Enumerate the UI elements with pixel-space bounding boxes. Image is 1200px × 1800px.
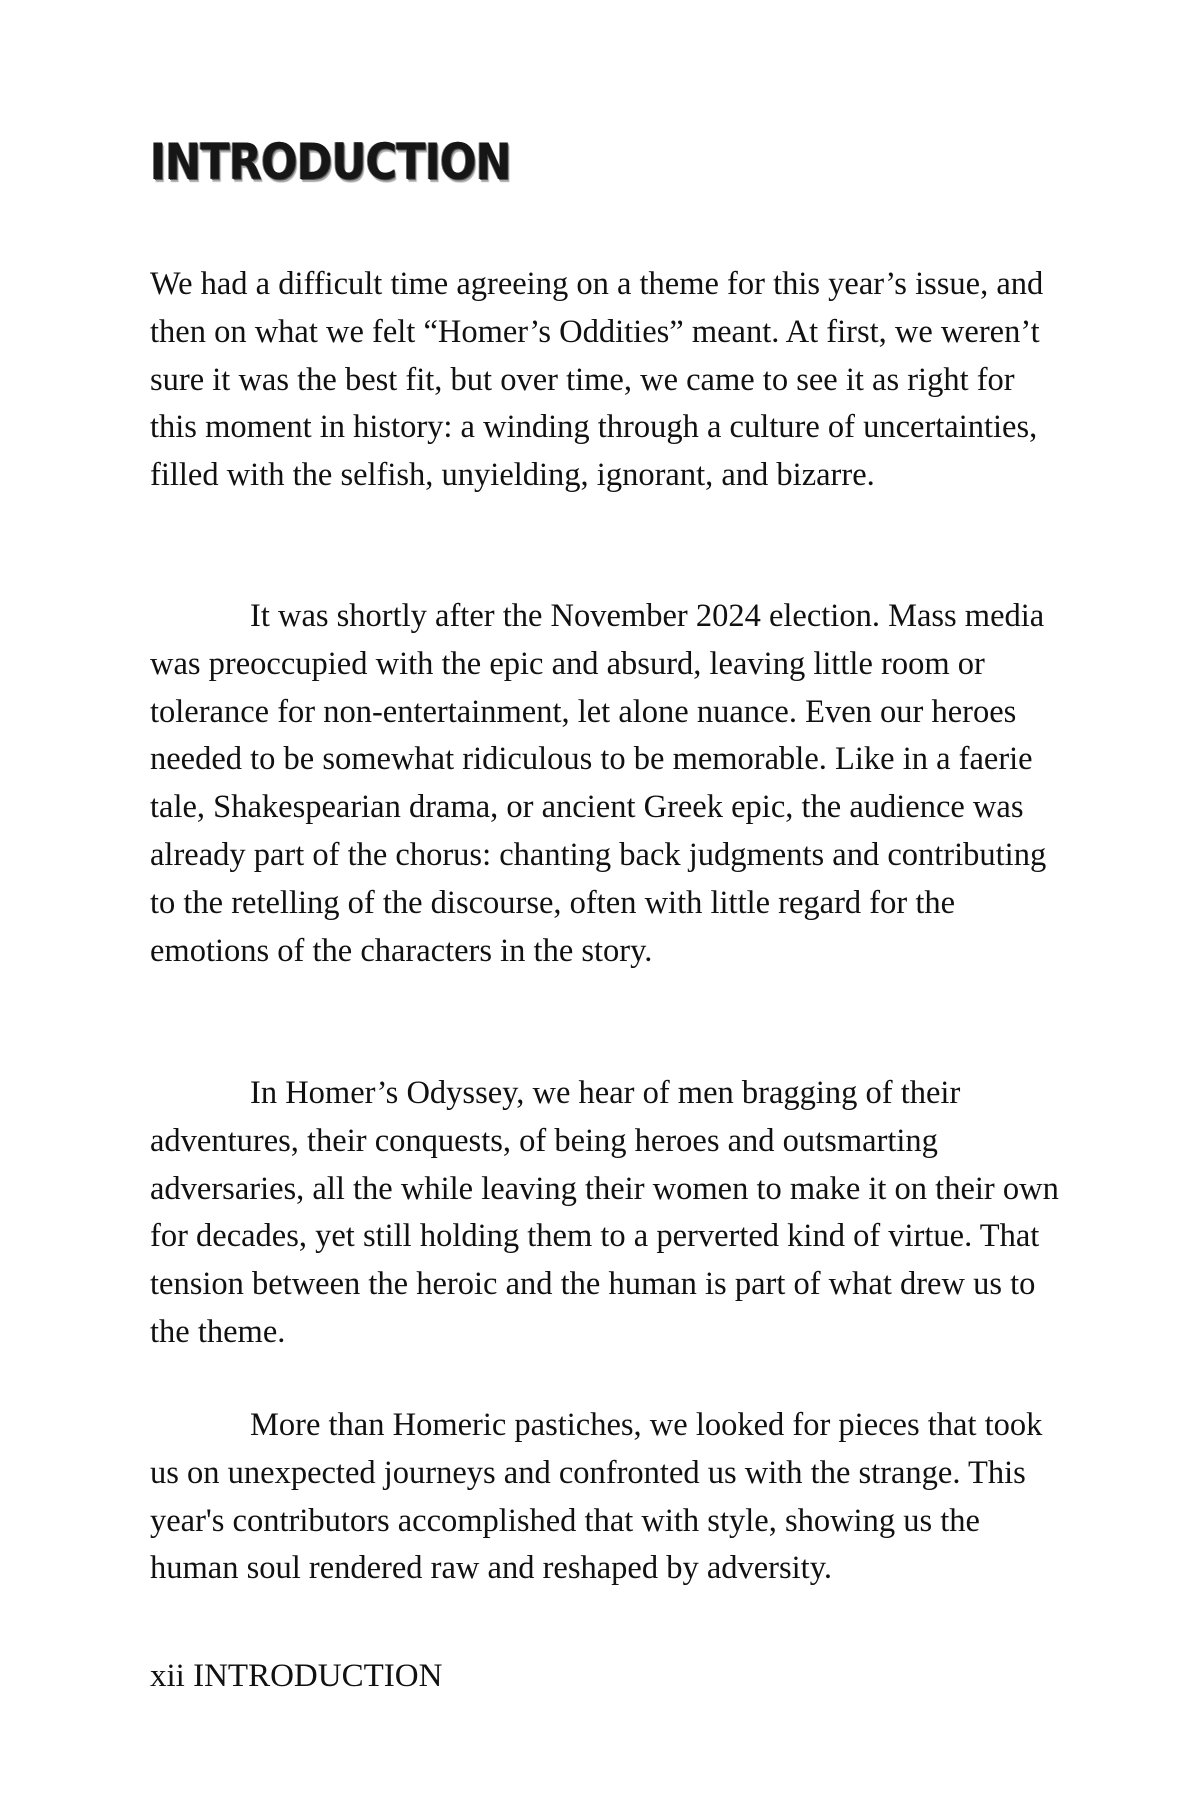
page-footer (150, 1654, 442, 1698)
paragraph-1: We had a difficult time agreeing on a theme for this year’s issue, and then on what we felt “Homer’s Oddities” meant. At first, we weren’t sure it was the best fit, but over time, we came to see it as right for this moment in history: a winding through a culture of uncertainties, filled with the selfish, unyielding, ignorant, and bizarre. (150, 266, 1044, 494)
running-head: INTRODUCTION (193, 1658, 443, 1694)
paragraph-3: In Homer’s Odyssey, we hear of men bragging of their adventures, their conquests, of being heroes and outsmarting adversaries, all the while leaving their women to make it on their own for decades, yet still holding them to a perverted kind of virtue. That tension between the heroic and the human is part of what drew us to the theme. (150, 1075, 1059, 1350)
book-page (150, 0, 1080, 1800)
paragraph-2: It was shortly after the November 2024 election. Mass media was preoccupied with the epic and absurd, leaving little room or tolerance for non-entertainment, let alone nuance. Even our heroes needed to be somewhat ridiculous to be memorable. Like in a faerie tale, Shakespearian drama, or ancient Greek epic, the audience was already part of the chorus: chanting back judgments and contributing to the retelling of the discourse, often with little regard for the emotions of the characters in the story. (150, 598, 1047, 969)
page-number: xii (150, 1658, 185, 1694)
chapter-title: INTRODUCTION (150, 133, 511, 191)
paragraph-4: More than Homeric pastiches, we looked for pieces that took us on unexpected journeys and confronted us with the strange. This year's contributors accomplished that with style, showing us the human soul rendered raw and reshaped by adversity. (150, 1407, 1043, 1587)
